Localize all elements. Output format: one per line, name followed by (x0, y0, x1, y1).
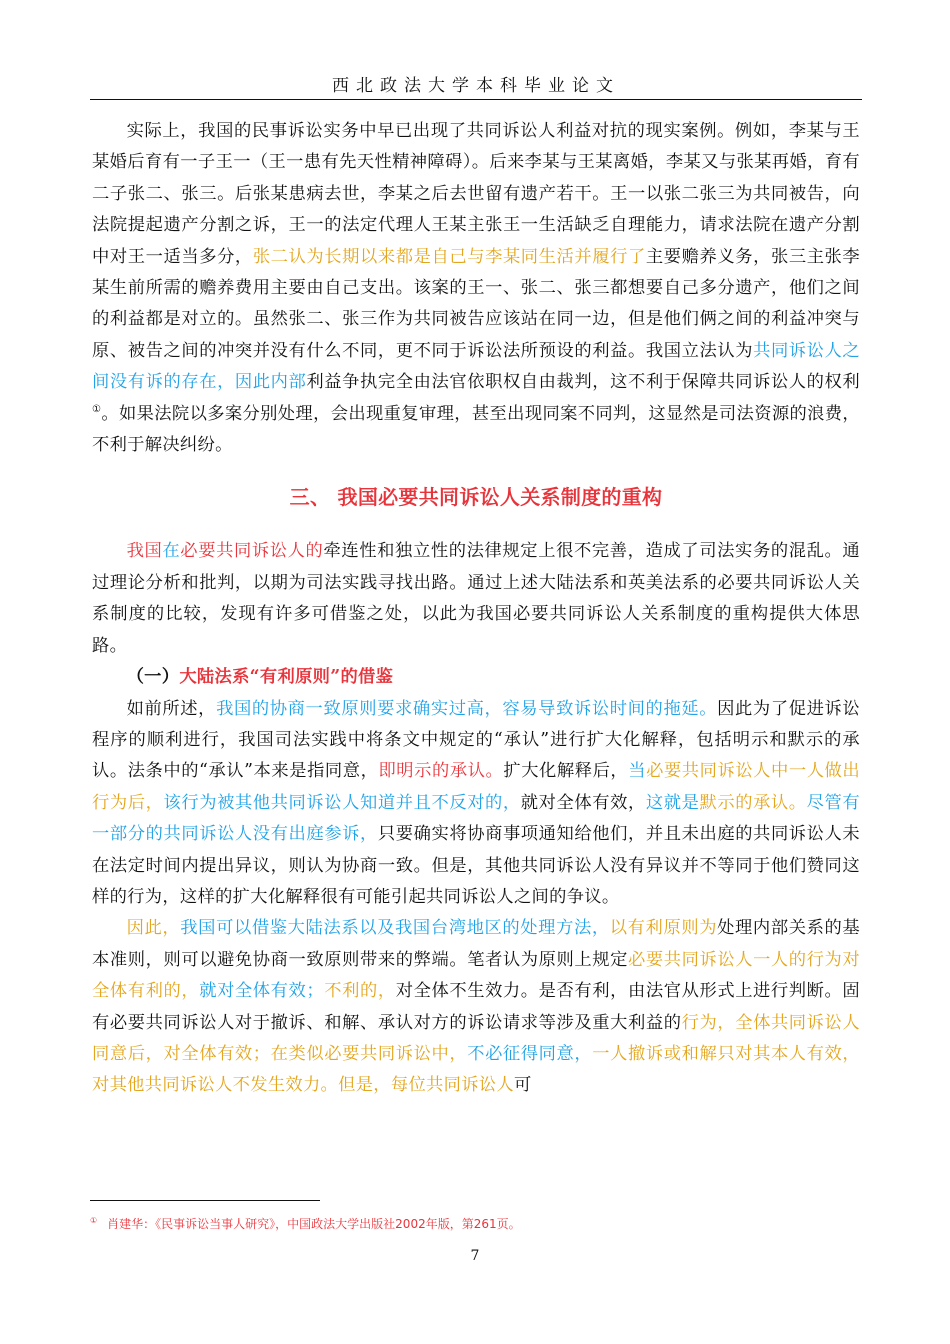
text-segment: 即明示的承认。 (378, 761, 504, 782)
text-segment: 可 (513, 1075, 532, 1096)
text-segment: 牵连性和独立性的法律规定上很不完善，造成了司法实务的混乱。通过理论分析和批判，以期为司法实践寻找出路。通过上述大陆法系和英美法系的必要共同诉讼人关系制度的比较，发现有许多可借鉴之处，以此为我国必要共同诉讼人关系制度的重构提供大体思路。 (92, 541, 860, 656)
text-segment: 不利的， (323, 981, 396, 1002)
header-rule (90, 99, 862, 100)
body-paragraph (92, 913, 860, 1101)
text-segment: 以有利原则为 (609, 918, 718, 939)
text-segment: 只要确实将协商事项通知给他们，并且未出庭的共同诉讼人未在法定时间内提出异议，则认为协商一致。但是，其他共同诉讼人没有异议并不等同于他们赞同这样的行为，这样的扩大化解释很有可能引起共同诉讼人之间的争议。 (92, 824, 860, 907)
text-segment: 处理内部关系的基本准则，则可以避免协商一致原则带来的弊端。笔者认为原则上规定 (92, 918, 860, 970)
text-segment: 就对全体有效； (199, 981, 324, 1002)
text-segment: 因此为了促进诉讼程序的顺利进行，我国司法实践中将条文中规定的“承认”进行扩大化解释，包括明示和默示的承认。法条中的“承认”本来是指同意， (92, 698, 860, 782)
body-paragraph (92, 536, 860, 662)
page-number: 7 (470, 1248, 480, 1264)
text-segment: 默示的承认。 (699, 792, 807, 813)
text-segment: 行为，全体共同诉讼人同意后，对全体有效；在类似必要共同诉讼中， (92, 1012, 860, 1064)
text-segment: 主要赡养义务，张三主张李某生前所需的赡养费用主要由自己支出。该案的王一、张二、张三都想要自己多分遗产，他们之间的利益都是对立的。虽然张二、张三作为共同被告应该站在同一边，但是他们俩之间的利益冲突与原、被告之间的冲突并没有什么不同，更不同于诉讼法所预设的利益。我国立法认为 (92, 246, 861, 361)
text-segment: 当 (628, 761, 647, 782)
text-segment: 在 (162, 541, 181, 562)
text-segment: 如前所述， (126, 698, 217, 719)
text-segment: 必要共同诉讼人中一人做出行为后， (92, 761, 860, 813)
sub-heading-title: 大陆法系“有利原则”的借鉴 (179, 667, 394, 688)
paper-body (92, 116, 860, 1102)
text-segment: 共同诉讼人之间没有诉的存在，因此内部 (92, 340, 860, 393)
text-segment: 我国的协商一致原则要求确实过高，容易导致诉讼时间的拖延。 (216, 698, 718, 719)
text-segment: 一人撤诉或和解只对其本人有效，对其他共同诉讼人不发生效力。但是，每位共同诉讼人 (92, 1043, 860, 1096)
footnote-rule (90, 1200, 320, 1201)
text-segment: 不必征得同意， (467, 1043, 593, 1064)
text-segment: 因此， (126, 918, 181, 939)
footnote-reference: ① (92, 403, 102, 415)
footnote (90, 1212, 860, 1233)
text-segment: 扩大化解释后， (503, 761, 629, 782)
text-segment: 该行为被其他共同诉讼人知道并且不反对的， (163, 792, 521, 813)
page-header-title: 西北政法大学本科毕业论文 (332, 76, 620, 96)
footnote-marker: ① (90, 1216, 98, 1225)
sub-heading (92, 662, 860, 693)
text-segment: 对全体不生效力。是否有利，由法官从形式上进行判断。固有必要共同诉讼人对于撤诉、和解、承认对方的诉讼请求等涉及重大利益的 (92, 981, 860, 1033)
text-segment: 就对全体有效， (520, 792, 646, 813)
text-segment: 尽管有一部分的共同诉讼人没有出庭参诉， (92, 792, 860, 845)
text-segment: 这就是 (645, 792, 700, 813)
footnote-text: 肖建华：《民事诉讼当事人研究》，中国政法大学出版社2002年版，第261页。 (107, 1217, 521, 1231)
text-segment: 必要共同诉讼人一人的行为对全体有利的， (92, 949, 860, 1002)
text-segment: 。如果法院以多案分别处理，会出现重复审理，甚至出现同案不同判，这显然是司法资源的浪费，不利于解决纠纷。 (92, 403, 861, 456)
text-segment: 实际上，我国的民事诉讼实务中早已出现了共同诉讼人利益对抗的现实案例。例如，李某与王某婚后育有一子王一（王一患有先天性精神障碍）。后来李某与王某离婚，李某又与张某再婚，育有二子张二、张三。后张某患病去世，李某之后去世留有遗产若干。王一以张二张三为共同被告，向法院提起遗产分割之诉，王一的法定代理人王某主张王一生活缺乏自理能力，请求法院在遗产分割中对王一适当多分， (92, 121, 860, 267)
sub-heading-number: （一） (126, 667, 180, 688)
body-paragraph (92, 116, 860, 461)
text-segment: 张二认为长期以来都是自己与李某同生活并履行了 (252, 246, 646, 267)
body-paragraph (92, 694, 860, 914)
text-segment: 利益争执完全由法官依职权自由裁判，这不利于保障共同诉讼人的权利 (306, 372, 860, 393)
text-segment: 我国 (126, 541, 163, 562)
section-heading: 三、 我国必要共同诉讼人关系制度的重构 (289, 485, 663, 510)
text-segment: 必要共同诉讼人的 (180, 541, 324, 562)
text-segment: 我国可以借鉴大陆法系以及我国台湾地区的处理方法， (180, 918, 610, 939)
